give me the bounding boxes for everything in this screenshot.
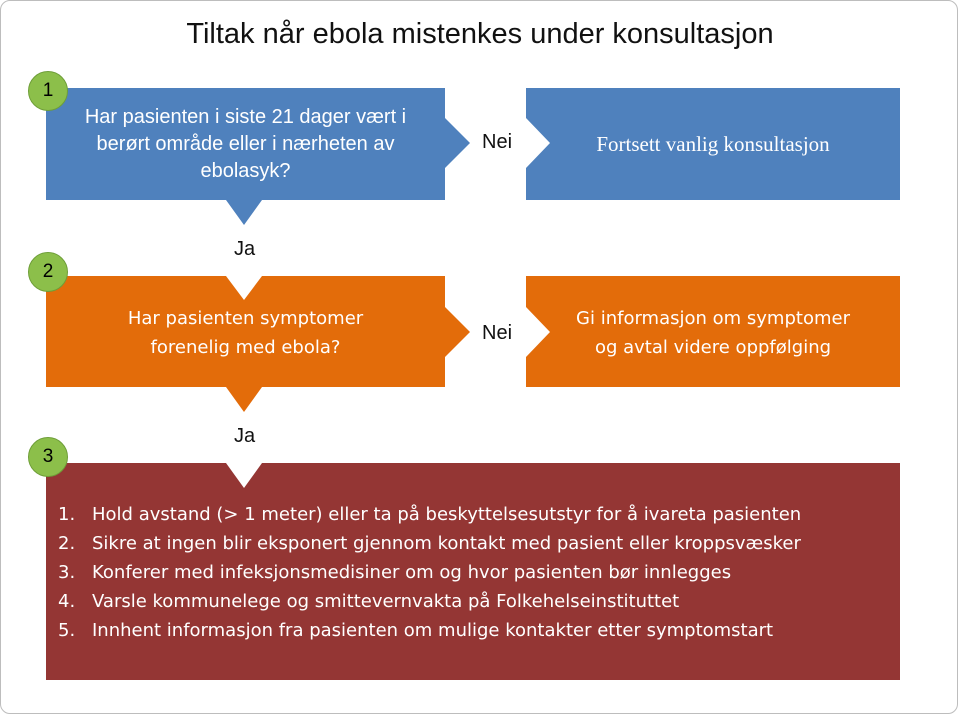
action-item: 4. Varsle kommunelege og smittevernvakta på Folkehelseinstituttet <box>58 591 680 612</box>
action-item: 5. Innhent informasjon fra pasienten om mulige kontakter etter symptomstart <box>58 620 774 641</box>
action-item: 1. Hold avstand (> 1 meter) eller ta på beskyttelsesutstyr for å ivareta pasienten <box>58 504 802 525</box>
step2-no-action-line: og avtal videre oppfølging <box>594 337 832 358</box>
action-item: 2. Sikre at ingen blir eksponert gjennom kontakt med pasient eller kroppsvæsker <box>58 533 801 554</box>
step2-question-line: Har pasienten symptomer <box>127 308 364 329</box>
step-3-badge: 3 <box>28 437 68 477</box>
step2-yes-label: Ja <box>234 238 256 260</box>
action-item: 3. Konferer med infeksjonsmedisiner om og hvor pasienten bør innlegges <box>58 562 732 583</box>
step1-no-label: Nei <box>482 131 513 153</box>
step2-no-label: Nei <box>482 322 513 344</box>
step2-question <box>72 300 419 366</box>
step-1-badge: 1 <box>28 71 68 111</box>
page-title: Tiltak når ebola mistenkes under konsultasjon <box>186 18 774 50</box>
step-2-badge: 2 <box>28 252 68 292</box>
step2-no-action <box>550 300 876 366</box>
step1-question-line: ebolasyk? <box>200 159 291 182</box>
step1-no-action: Fortsett vanlig konsultasjon <box>596 131 830 156</box>
step3-action-list <box>58 500 888 645</box>
step1-question <box>46 96 445 192</box>
step2-no-action-line: Gi informasjon om symptomer <box>576 308 850 329</box>
step1-question-line: Har pasienten i siste 21 dager vært i <box>84 105 407 128</box>
step1-question-line: berørt område eller i nærheten av <box>96 132 395 155</box>
step2-question-line: forenelig med ebola? <box>150 337 341 358</box>
step3-yes-label: Ja <box>234 425 256 447</box>
